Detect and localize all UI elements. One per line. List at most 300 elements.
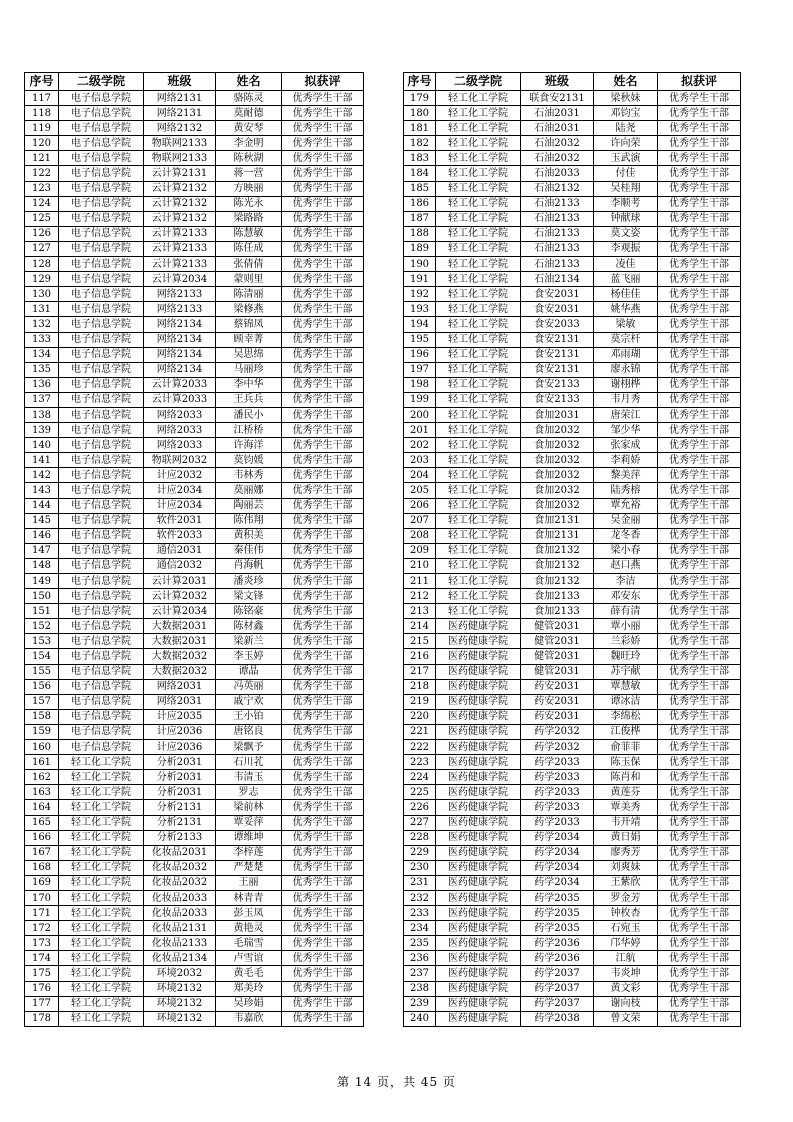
cell-award: 优秀学生干部: [658, 740, 741, 755]
cell-college: 轻工化工学院: [59, 770, 144, 785]
cell-college: 轻工化工学院: [436, 362, 521, 377]
table-row: [404, 498, 741, 513]
cell-award: 优秀学生干部: [658, 136, 741, 151]
cell-class: 化妆品2134: [144, 951, 216, 966]
table-row: [25, 151, 364, 166]
table-row: [25, 528, 364, 543]
cell-name: 郑美玲: [216, 981, 282, 996]
cell-name: 方映丽: [216, 181, 282, 196]
cell-college: 电子信息学院: [59, 468, 144, 483]
cell-college: 电子信息学院: [59, 558, 144, 573]
table-row: [404, 347, 741, 362]
cell-award: 优秀学生干部: [658, 890, 741, 905]
cell-class: 食安2131: [521, 332, 594, 347]
cell-name: 江俊桦: [594, 724, 658, 739]
table-row: [404, 604, 741, 619]
cell-award: 优秀学生干部: [658, 604, 741, 619]
cell-college: 医药健康学院: [436, 936, 521, 951]
table-row: [404, 543, 741, 558]
cell-college: 医药健康学院: [436, 740, 521, 755]
cell-award: 优秀学生干部: [658, 528, 741, 543]
cell-name: 马丽珍: [216, 362, 282, 377]
cell-award: 优秀学生干部: [658, 815, 741, 830]
table-row: [25, 543, 364, 558]
table-row: [404, 679, 741, 694]
cell-college: 医药健康学院: [436, 921, 521, 936]
cell-name: 覃美秀: [594, 800, 658, 815]
table-row: [25, 166, 364, 181]
cell-class: 食加2032: [521, 498, 594, 513]
award-roster-table-right: [403, 72, 741, 1027]
table-row: [404, 513, 741, 528]
cell-class: 计应2036: [144, 740, 216, 755]
table-header-row: [404, 73, 741, 91]
cell-award: 优秀学生干部: [282, 951, 364, 966]
cell-class: 计应2036: [144, 724, 216, 739]
cell-college: 轻工化工学院: [436, 302, 521, 317]
cell-index: 140: [25, 438, 59, 453]
cell-class: 软件2031: [144, 513, 216, 528]
table-row: [25, 724, 364, 739]
cell-college: 轻工化工学院: [59, 921, 144, 936]
cell-award: 优秀学生干部: [282, 996, 364, 1011]
cell-name: 吴思绵: [216, 347, 282, 362]
cell-award: 优秀学生干部: [282, 679, 364, 694]
cell-award: 优秀学生干部: [658, 106, 741, 121]
cell-class: 药学2032: [521, 724, 594, 739]
cell-index: 124: [25, 196, 59, 211]
table-row: [25, 679, 364, 694]
cell-class: 分析2031: [144, 770, 216, 785]
cell-college: 轻工化工学院: [436, 574, 521, 589]
cell-name: 王小铂: [216, 709, 282, 724]
table-row: [404, 785, 741, 800]
cell-name: 韦嘉欣: [216, 1011, 282, 1026]
cell-name: 罗金芳: [594, 890, 658, 905]
cell-index: 176: [25, 981, 59, 996]
cell-name: 韦林秀: [216, 468, 282, 483]
cell-award: 优秀学生干部: [658, 800, 741, 815]
cell-award: 优秀学生干部: [658, 634, 741, 649]
cell-name: 陈清丽: [216, 287, 282, 302]
cell-college: 轻工化工学院: [436, 317, 521, 332]
table-row: [404, 830, 741, 845]
cell-index: 128: [25, 257, 59, 272]
cell-college: 轻工化工学院: [59, 845, 144, 860]
cell-index: 215: [404, 634, 436, 649]
cell-name: 黄莲芬: [594, 785, 658, 800]
cell-index: 185: [404, 181, 436, 196]
cell-class: 药学2035: [521, 890, 594, 905]
table-row: [404, 906, 741, 921]
cell-college: 轻工化工学院: [436, 453, 521, 468]
cell-class: 食安2031: [521, 287, 594, 302]
cell-college: 轻工化工学院: [59, 755, 144, 770]
cell-index: 192: [404, 287, 436, 302]
cell-class: 物联网2032: [144, 453, 216, 468]
cell-college: 电子信息学院: [59, 709, 144, 724]
cell-class: 物联网2133: [144, 151, 216, 166]
table-row: [25, 951, 364, 966]
header-name: 姓名: [594, 73, 658, 91]
cell-college: 电子信息学院: [59, 317, 144, 332]
cell-award: 优秀学生干部: [282, 332, 364, 347]
cell-name: 付佳: [594, 166, 658, 181]
cell-index: 234: [404, 921, 436, 936]
cell-college: 医药健康学院: [436, 755, 521, 770]
cell-award: 优秀学生干部: [282, 785, 364, 800]
cell-name: 钟枚杏: [594, 906, 658, 921]
cell-award: 优秀学生干部: [282, 860, 364, 875]
cell-class: 网络2133: [144, 287, 216, 302]
cell-college: 医药健康学院: [436, 830, 521, 845]
table-row: [25, 317, 364, 332]
cell-award: 优秀学生干部: [282, 649, 364, 664]
cell-name: 凌佳: [594, 257, 658, 272]
cell-name: 江航: [594, 951, 658, 966]
cell-class: 食加2032: [521, 483, 594, 498]
cell-award: 优秀学生干部: [658, 166, 741, 181]
cell-name: 顾幸菁: [216, 332, 282, 347]
cell-college: 轻工化工学院: [436, 543, 521, 558]
table-row: [404, 287, 741, 302]
cell-award: 优秀学生干部: [658, 226, 741, 241]
cell-college: 电子信息学院: [59, 196, 144, 211]
table-row: [404, 166, 741, 181]
cell-award: 优秀学生干部: [658, 392, 741, 407]
cell-college: 电子信息学院: [59, 241, 144, 256]
cell-index: 223: [404, 755, 436, 770]
cell-index: 136: [25, 377, 59, 392]
cell-index: 216: [404, 649, 436, 664]
table-row: [25, 800, 364, 815]
cell-name: 谭晶: [216, 664, 282, 679]
cell-name: 邹少华: [594, 423, 658, 438]
cell-award: 优秀学生干部: [282, 709, 364, 724]
cell-name: 张家成: [594, 438, 658, 453]
cell-college: 电子信息学院: [59, 257, 144, 272]
cell-award: 优秀学生干部: [282, 694, 364, 709]
cell-index: 172: [25, 921, 59, 936]
cell-award: 优秀学生干部: [282, 589, 364, 604]
cell-name: 兰彩娇: [594, 634, 658, 649]
cell-index: 130: [25, 287, 59, 302]
cell-class: 药学2034: [521, 845, 594, 860]
cell-name: 石川芤: [216, 755, 282, 770]
award-roster-table-left: [24, 72, 364, 1027]
cell-award: 优秀学生干部: [282, 196, 364, 211]
cell-award: 优秀学生干部: [282, 438, 364, 453]
cell-college: 轻工化工学院: [59, 800, 144, 815]
cell-college: 电子信息学院: [59, 574, 144, 589]
table-row: [25, 438, 364, 453]
table-row: [404, 211, 741, 226]
cell-index: 228: [404, 830, 436, 845]
cell-class: 健管2031: [521, 634, 594, 649]
cell-class: 网络2031: [144, 694, 216, 709]
cell-award: 优秀学生干部: [282, 287, 364, 302]
cell-class: 药学2036: [521, 936, 594, 951]
header-index: 序号: [25, 73, 59, 91]
cell-college: 电子信息学院: [59, 740, 144, 755]
cell-award: 优秀学生干部: [282, 981, 364, 996]
table-row: [25, 407, 364, 422]
table-row: [25, 106, 364, 121]
cell-college: 医药健康学院: [436, 664, 521, 679]
cell-award: 优秀学生干部: [282, 543, 364, 558]
table-row: [404, 483, 741, 498]
cell-index: 163: [25, 785, 59, 800]
cell-college: 电子信息学院: [59, 513, 144, 528]
table-row: [25, 181, 364, 196]
table-row: [404, 951, 741, 966]
cell-award: 优秀学生干部: [658, 513, 741, 528]
cell-class: 环境2132: [144, 996, 216, 1011]
cell-college: 医药健康学院: [436, 770, 521, 785]
cell-index: 225: [404, 785, 436, 800]
cell-award: 优秀学生干部: [282, 211, 364, 226]
cell-name: 钟献球: [594, 211, 658, 226]
cell-name: 陈慧敏: [216, 226, 282, 241]
cell-award: 优秀学生干部: [282, 166, 364, 181]
cell-award: 优秀学生干部: [282, 664, 364, 679]
cell-class: 药学2037: [521, 966, 594, 981]
table-row: [404, 151, 741, 166]
cell-index: 152: [25, 619, 59, 634]
cell-index: 145: [25, 513, 59, 528]
cell-index: 179: [404, 91, 436, 106]
cell-award: 优秀学生干部: [282, 423, 364, 438]
cell-class: 云计算2133: [144, 241, 216, 256]
cell-name: 王丽: [216, 875, 282, 890]
table-row: [25, 830, 364, 845]
table-row: [25, 921, 364, 936]
table-row: [404, 468, 741, 483]
cell-class: 石油2134: [521, 272, 594, 287]
cell-class: 食加2133: [521, 589, 594, 604]
cell-class: 石油2133: [521, 226, 594, 241]
cell-award: 优秀学生干部: [658, 453, 741, 468]
cell-index: 222: [404, 740, 436, 755]
table-row: [25, 423, 364, 438]
cell-class: 网络2134: [144, 332, 216, 347]
cell-award: 优秀学生干部: [282, 498, 364, 513]
cell-class: 分析2131: [144, 815, 216, 830]
cell-index: 167: [25, 845, 59, 860]
cell-index: 227: [404, 815, 436, 830]
cell-index: 235: [404, 936, 436, 951]
cell-award: 优秀学生干部: [282, 528, 364, 543]
cell-class: 药学2034: [521, 875, 594, 890]
cell-class: 计应2032: [144, 468, 216, 483]
cell-college: 轻工化工学院: [59, 906, 144, 921]
header-college: 二级学院: [59, 73, 144, 91]
cell-college: 电子信息学院: [59, 91, 144, 106]
cell-name: 俞菲菲: [594, 740, 658, 755]
cell-name: 姚华燕: [594, 302, 658, 317]
cell-college: 电子信息学院: [59, 724, 144, 739]
cell-name: 陶丽芸: [216, 498, 282, 513]
cell-class: 云计算2033: [144, 392, 216, 407]
cell-class: 石油2032: [521, 151, 594, 166]
cell-award: 优秀学生干部: [658, 921, 741, 936]
cell-college: 轻工化工学院: [59, 830, 144, 845]
cell-award: 优秀学生干部: [282, 619, 364, 634]
cell-name: 江桥桥: [216, 423, 282, 438]
cell-college: 电子信息学院: [59, 604, 144, 619]
cell-name: 吴金丽: [594, 513, 658, 528]
cell-award: 优秀学生干部: [282, 845, 364, 860]
cell-college: 轻工化工学院: [436, 377, 521, 392]
cell-class: 石油2133: [521, 211, 594, 226]
cell-college: 医药健康学院: [436, 709, 521, 724]
cell-college: 轻工化工学院: [436, 558, 521, 573]
cell-index: 230: [404, 860, 436, 875]
cell-award: 优秀学生干部: [658, 694, 741, 709]
cell-index: 237: [404, 966, 436, 981]
cell-class: 食加2131: [521, 513, 594, 528]
cell-award: 优秀学生干部: [282, 740, 364, 755]
cell-name: 陈秋湖: [216, 151, 282, 166]
cell-name: 许向荣: [594, 136, 658, 151]
cell-index: 142: [25, 468, 59, 483]
cell-class: 计应2034: [144, 483, 216, 498]
cell-award: 优秀学生干部: [658, 830, 741, 845]
table-row: [25, 785, 364, 800]
cell-class: 云计算2132: [144, 196, 216, 211]
cell-name: 严楚楚: [216, 860, 282, 875]
cell-college: 医药健康学院: [436, 966, 521, 981]
cell-name: 陈伟翔: [216, 513, 282, 528]
cell-index: 202: [404, 438, 436, 453]
cell-college: 电子信息学院: [59, 483, 144, 498]
cell-name: 谢向枝: [594, 996, 658, 1011]
cell-index: 208: [404, 528, 436, 543]
table-row: [25, 257, 364, 272]
cell-college: 轻工化工学院: [436, 347, 521, 362]
cell-name: 黄毛毛: [216, 966, 282, 981]
table-row: [25, 604, 364, 619]
cell-name: 覃妥萍: [216, 815, 282, 830]
cell-index: 188: [404, 226, 436, 241]
cell-name: 韦炎坤: [594, 966, 658, 981]
cell-name: 梁前林: [216, 800, 282, 815]
cell-class: 药学2035: [521, 921, 594, 936]
cell-award: 优秀学生干部: [282, 604, 364, 619]
cell-award: 优秀学生干部: [282, 890, 364, 905]
cell-name: 邓安东: [594, 589, 658, 604]
cell-class: 石油2133: [521, 257, 594, 272]
cell-college: 电子信息学院: [59, 166, 144, 181]
cell-index: 125: [25, 211, 59, 226]
cell-class: 大数据2031: [144, 634, 216, 649]
cell-college: 电子信息学院: [59, 543, 144, 558]
cell-name: 魏旺玲: [594, 649, 658, 664]
cell-name: 李绵松: [594, 709, 658, 724]
cell-college: 电子信息学院: [59, 362, 144, 377]
cell-class: 健管2031: [521, 619, 594, 634]
cell-college: 电子信息学院: [59, 619, 144, 634]
cell-class: 网络2033: [144, 438, 216, 453]
cell-award: 优秀学生干部: [658, 241, 741, 256]
table-row: [404, 226, 741, 241]
cell-name: 谭冰洁: [594, 694, 658, 709]
cell-class: 网络2134: [144, 347, 216, 362]
cell-index: 189: [404, 241, 436, 256]
cell-name: 吴珍娟: [216, 996, 282, 1011]
cell-index: 224: [404, 770, 436, 785]
cell-class: 石油2031: [521, 106, 594, 121]
cell-index: 221: [404, 724, 436, 739]
table-row: [25, 362, 364, 377]
cell-class: 石油2132: [521, 181, 594, 196]
cell-college: 电子信息学院: [59, 106, 144, 121]
cell-award: 优秀学生干部: [282, 558, 364, 573]
table-row: [404, 438, 741, 453]
cell-award: 优秀学生干部: [282, 392, 364, 407]
table-row: [25, 226, 364, 241]
table-row: [404, 664, 741, 679]
table-row: [25, 890, 364, 905]
table-row: [25, 709, 364, 724]
cell-class: 计应2035: [144, 709, 216, 724]
cell-college: 医药健康学院: [436, 906, 521, 921]
cell-name: 许海洋: [216, 438, 282, 453]
cell-class: 网络2134: [144, 317, 216, 332]
cell-name: 覃慧敏: [594, 679, 658, 694]
cell-college: 电子信息学院: [59, 211, 144, 226]
table-row: [25, 272, 364, 287]
table-row: [404, 724, 741, 739]
header-award: 拟获评: [658, 73, 741, 91]
cell-index: 143: [25, 483, 59, 498]
cell-award: 优秀学生干部: [658, 1011, 741, 1026]
cell-college: 轻工化工学院: [59, 890, 144, 905]
cell-name: 蒙则里: [216, 272, 282, 287]
table-row: [25, 483, 364, 498]
cell-class: 药学2033: [521, 815, 594, 830]
cell-index: 148: [25, 558, 59, 573]
cell-index: 218: [404, 679, 436, 694]
table-row: [25, 136, 364, 151]
cell-name: 黎美萍: [594, 468, 658, 483]
cell-college: 医药健康学院: [436, 845, 521, 860]
cell-class: 药学2034: [521, 860, 594, 875]
cell-award: 优秀学生干部: [658, 362, 741, 377]
cell-award: 优秀学生干部: [658, 347, 741, 362]
table-row: [25, 981, 364, 996]
cell-name: 薛有清: [594, 604, 658, 619]
cell-name: 黄文彩: [594, 981, 658, 996]
cell-index: 220: [404, 709, 436, 724]
cell-college: 医药健康学院: [436, 1011, 521, 1026]
cell-index: 233: [404, 906, 436, 921]
table-row: [404, 981, 741, 996]
table-row: [404, 302, 741, 317]
cell-name: 李梓莲: [216, 845, 282, 860]
cell-college: 轻工化工学院: [436, 121, 521, 136]
cell-class: 网络2033: [144, 407, 216, 422]
cell-name: 谢栩桦: [594, 377, 658, 392]
cell-class: 食安2131: [521, 362, 594, 377]
cell-award: 优秀学生干部: [658, 483, 741, 498]
cell-class: 大数据2031: [144, 619, 216, 634]
header-name: 姓名: [216, 73, 282, 91]
cell-index: 150: [25, 589, 59, 604]
cell-name: 陈铭豪: [216, 604, 282, 619]
table-row: [404, 936, 741, 951]
table-row: [25, 875, 364, 890]
